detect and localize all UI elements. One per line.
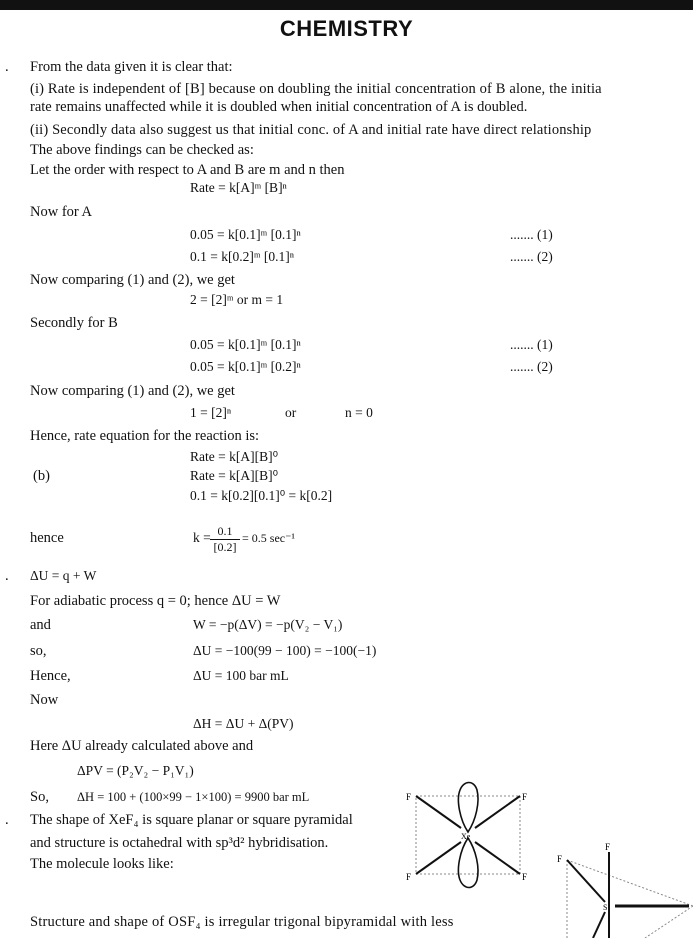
equation: ΔU = q + W xyxy=(30,568,97,583)
bullet: . xyxy=(5,568,9,584)
text-line: rate remains unaffected while it is doubled when initial concentration of A is doubled. xyxy=(30,99,528,115)
osf4-structure-diagram xyxy=(555,840,693,938)
equation: 2 = [2]ᵐ or m = 1 xyxy=(190,292,284,307)
lone-pair-lobe xyxy=(458,783,478,833)
dashed-edge xyxy=(645,906,693,938)
atom-label: S xyxy=(603,903,608,912)
atom-label: F xyxy=(522,872,528,882)
equation-ref: ....... (2) xyxy=(510,249,553,264)
fraction xyxy=(210,524,240,555)
equation-ref: ....... (1) xyxy=(510,227,553,242)
text-line: Let the order with respect to A and B are m and n then xyxy=(30,162,345,178)
text-line: Here ΔU already calculated above and xyxy=(30,738,254,754)
equation: 0.05 = k[0.1]ᵐ [0.2]ⁿ xyxy=(190,359,301,374)
text-line: and xyxy=(30,617,51,633)
text-line: Now comparing (1) and (2), we get xyxy=(30,272,235,288)
equation: 0.05 = k[0.1]ᵐ [0.1]ⁿ xyxy=(190,337,301,352)
text-line: Structure and shape of OSF₄ is irregular trigonal bipyramidal with less xyxy=(30,914,454,930)
atom-label: F xyxy=(605,842,611,852)
text-line: The molecule looks like: xyxy=(30,856,174,872)
text-line: (i) Rate is independent of [B] because on doubling the initial concentration of B alone, the initia xyxy=(30,81,602,97)
text-line: For adiabatic process q = 0; hence ΔU = W xyxy=(30,593,281,609)
bond xyxy=(567,860,605,902)
text-line: The shape of XeF₄ is square planar or square pyramidal xyxy=(30,812,353,828)
equation: 1 = [2]ⁿ xyxy=(190,405,232,420)
equation: or xyxy=(285,405,297,420)
equation: ΔH = 100 + (100×99 − 1×100) = 9900 bar mL xyxy=(77,790,310,804)
equation: = 0.5 sec⁻¹ xyxy=(242,531,296,545)
text-line: So, xyxy=(30,789,49,805)
text-line: The above findings can be checked as: xyxy=(30,142,254,158)
equation-ref: ....... (1) xyxy=(510,337,553,352)
bond xyxy=(416,796,461,828)
text-line: (ii) Secondly data also suggest us that initial conc. of A and initial rate have direct relationship xyxy=(30,122,592,138)
text-line: so, xyxy=(30,643,47,659)
equation: ΔH = ΔU + Δ(PV) xyxy=(193,716,294,731)
part-label: (b) xyxy=(33,468,50,484)
text-line: and structure is octahedral with sp³d² hybridisation. xyxy=(30,835,329,851)
text-line: hence xyxy=(30,530,64,546)
atom-label: F xyxy=(406,792,412,802)
bullet: . xyxy=(5,812,9,828)
atom-label: F xyxy=(522,792,528,802)
equation: ΔPV = (P₂V₂ − P₁V₁) xyxy=(77,763,194,778)
text-line: Now for A xyxy=(30,204,93,220)
text-line: Now xyxy=(30,692,59,708)
equation: k = xyxy=(193,530,211,545)
text-line: From the data given it is clear that: xyxy=(30,59,233,75)
atom-label: F xyxy=(557,854,563,864)
lone-pair-lobe xyxy=(458,838,478,888)
dashed-edge xyxy=(567,860,693,906)
text-line: Hence, xyxy=(30,668,71,684)
bond xyxy=(593,912,605,938)
text-line: Secondly for B xyxy=(30,315,118,331)
atom-label: Xe xyxy=(461,832,471,841)
text-line: Now comparing (1) and (2), we get xyxy=(30,383,235,399)
denominator: [0.2] xyxy=(213,540,237,554)
bond xyxy=(475,842,520,874)
equation: ΔU = −100(99 − 100) = −100(−1) xyxy=(193,643,377,658)
equation-ref: ....... (2) xyxy=(510,359,553,374)
equation: ΔU = 100 bar mL xyxy=(193,668,289,683)
equation: W = −p(ΔV) = −p(V₂ − V₁) xyxy=(193,617,343,632)
equation: 0.1 = k[0.2]ᵐ [0.1]ⁿ xyxy=(190,249,294,264)
page-title: CHEMISTRY xyxy=(279,16,414,41)
equation: Rate = k[A][B]⁰ xyxy=(190,468,279,483)
bullet: . xyxy=(5,59,9,75)
equation: Rate = k[A]ᵐ [B]ⁿ xyxy=(190,180,287,195)
xef4-structure-diagram xyxy=(400,780,540,890)
equation: Rate = k[A][B]⁰ xyxy=(190,449,279,464)
equation: 0.05 = k[0.1]ᵐ [0.1]ⁿ xyxy=(190,227,301,242)
text-line: Hence, rate equation for the reaction is: xyxy=(30,428,260,444)
top-bar xyxy=(0,0,693,10)
atom-label: F xyxy=(406,872,412,882)
bond xyxy=(475,796,520,828)
bond xyxy=(416,842,461,874)
equation: 0.1 = k[0.2][0.1]⁰ = k[0.2] xyxy=(190,488,333,503)
equation: n = 0 xyxy=(345,405,373,420)
numerator: 0.1 xyxy=(210,524,240,540)
